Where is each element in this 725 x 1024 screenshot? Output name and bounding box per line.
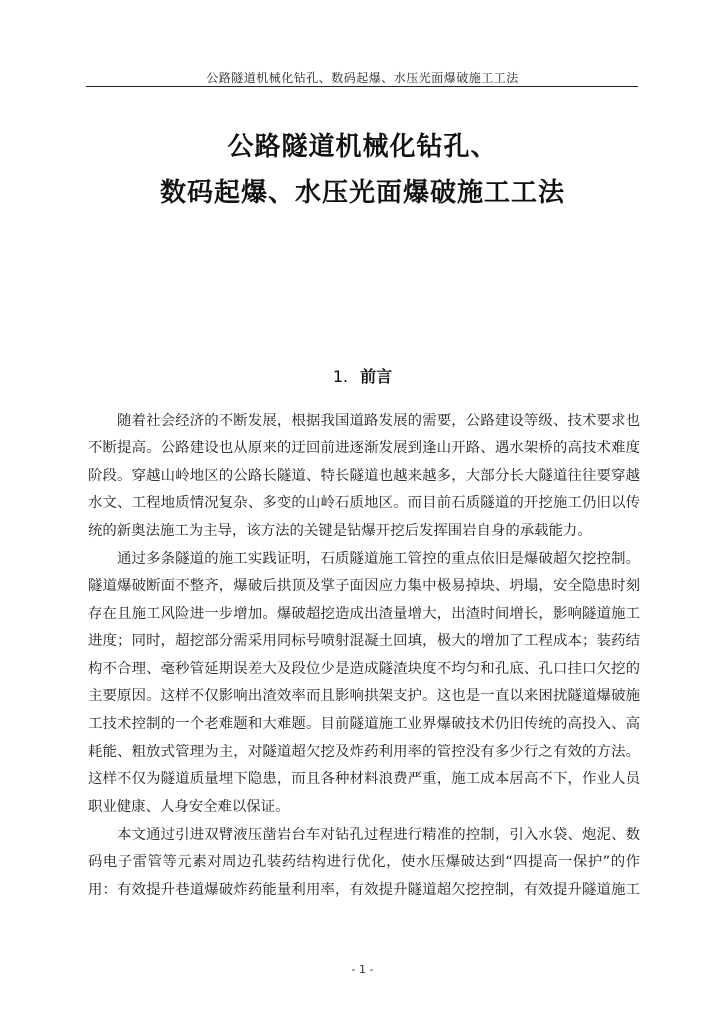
paragraph-2-line-7: 工技术控制的一个老难题和大难题。目前隧道施工业界爆破技术仍旧传统的高投入、高: [88, 716, 640, 732]
paragraph-1-line-1: 随着社会经济的不断发展，根据我国道路发展的需要，公路建设等级、技术要求也: [117, 413, 640, 429]
paragraph-3-line-2: 码电子雷管等元素对周边孔装药结构进行优化，使水压爆破达到“四提高一保护”的作: [88, 854, 640, 870]
document-title-line-2: 数码起爆、水压光面爆破施工工法: [159, 178, 565, 208]
section-heading: [0, 364, 725, 387]
paragraph-3-line-1: 本文通过引进双臂液压凿岩台车对钻孔过程进行精准的控制，引入水袋、炮泥、数: [117, 827, 640, 843]
section-title: 前言: [360, 367, 393, 386]
paragraph-2-line-8: 耗能、粗放式管理为主，对隧道超欠挖及炸药利用率的管控没有多少行之有效的方法。: [88, 744, 640, 760]
paragraph-2-line-2: 隧道爆破断面不整齐，爆破后拱顶及掌子面因应力集中极易掉块、坍塌，安全隐患时刻: [88, 578, 640, 594]
paragraph-2-line-3: 存在且施工风险进一步增加。爆破超挖造成出渣量增大，出渣时间增长，影响隧道施工: [88, 606, 640, 622]
paragraph-2-line-4: 进度；同时，超挖部分需采用同标号喷射混凝土回填，极大的增加了工程成本；装药结: [88, 633, 640, 649]
paragraph-2-line-5: 构不合理、毫秒管延期误差大及段位少是造成隧渣块度不均匀和孔底、孔口挂口欠挖的: [88, 661, 640, 677]
section-number: 1.: [332, 367, 349, 386]
paragraph-2-line-1: 通过多条隧道的施工实践证明，石质隧道施工管控的重点依旧是爆破超欠挖控制。: [117, 551, 640, 567]
paragraph-1-line-2: 不断提高。公路建设也从原来的迂回前进逐渐发展到逢山开路、遇水架桥的高技术难度: [88, 440, 640, 456]
paragraph-1-line-4: 水文、工程地质情况复杂、多变的山岭石质地区。而目前石质隧道的开挖施工仍旧以传: [88, 495, 640, 511]
paragraph-2-line-9: 这样不仅为隧道质量埋下隐患，而且各种材料浪费严重，施工成本居高不下，作业人员: [88, 771, 640, 787]
paragraph-3-line-3: 用：有效提升巷道爆破炸药能量利用率，有效提升隧道超欠挖控制，有效提升隧道施工: [88, 882, 640, 898]
page-number: - 1 -: [351, 963, 374, 976]
paragraph-1-line-3: 阶段。穿越山岭地区的公路长隧道、特长隧道也越来越多，大部分长大隧道往往要穿越: [88, 468, 640, 484]
running-header: 公路隧道机械化钻孔、数码起爆、水压光面爆破施工工法: [206, 71, 519, 85]
paragraph-1-line-5: 统的新奥法施工为主导，该方法的关键是钻爆开挖后发挥围岩自身的承载能力。: [88, 523, 592, 539]
document-title-line-1: 公路隧道机械化钻孔、: [227, 132, 498, 162]
header-rule: [86, 86, 638, 87]
paragraph-2-line-10: 职业健康、人身安全难以保证。: [88, 799, 290, 815]
paragraph-2-line-6: 主要原因。这样不仅影响出渣效率而且影响拱架支护。这也是一直以来困扰隧道爆破施: [88, 688, 640, 704]
